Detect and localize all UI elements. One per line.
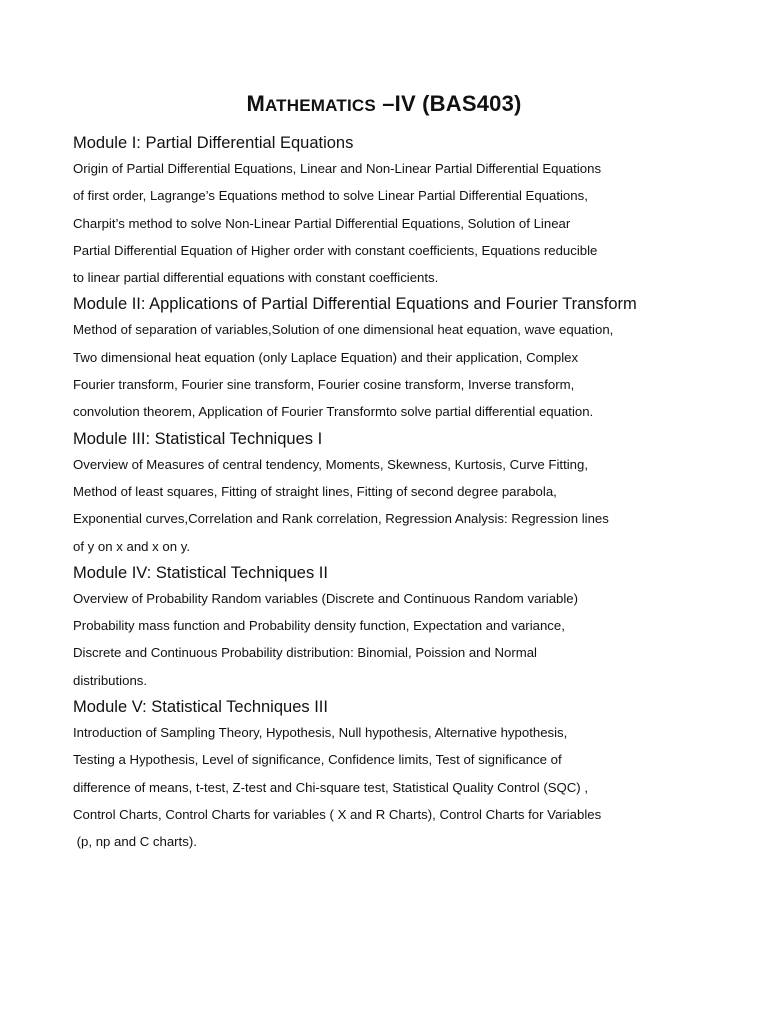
body-line: Exponential curves,Correlation and Rank correlation, Regression Analysis: Regression lines bbox=[73, 511, 609, 527]
document-title bbox=[0, 91, 768, 117]
module-body bbox=[73, 451, 713, 560]
body-line: Introduction of Sampling Theory, Hypothesis, Null hypothesis, Alternative hypothesis, bbox=[73, 725, 568, 741]
body-line: Probability mass function and Probability density function, Expectation and variance, bbox=[73, 618, 565, 634]
module-heading: Module II: Applications of Partial Differential Equations and Fourier Transform bbox=[73, 295, 637, 314]
title-suffix: –IV (BAS403) bbox=[375, 91, 522, 116]
module-5 bbox=[73, 695, 713, 855]
title-initial: M bbox=[246, 91, 265, 116]
body-line: Testing a Hypothesis, Level of significance, Confidence limits, Test of significance of bbox=[73, 752, 562, 768]
body-line: Overview of Probability Random variables (Discrete and Continuous Random variable) bbox=[73, 590, 579, 606]
body-line: Control Charts, Control Charts for variables ( X and R Charts), Control Charts for Variables bbox=[73, 806, 602, 822]
module-body bbox=[73, 316, 713, 425]
body-line: Two dimensional heat equation (only Laplace Equation) and their application, Complex bbox=[73, 349, 579, 365]
module-3 bbox=[73, 427, 713, 560]
module-body bbox=[73, 585, 713, 694]
module-heading: Module III: Statistical Techniques I bbox=[73, 429, 323, 448]
body-line: Charpit’s method to solve Non-Linear Partial Differential Equations, Solution of Linear bbox=[73, 215, 571, 231]
body-line: Fourier transform, Fourier sine transform, Fourier cosine transform, Inverse transform, bbox=[73, 377, 575, 393]
syllabus-content bbox=[73, 131, 713, 856]
body-line: Discrete and Continuous Probability distribution: Binomial, Poission and Normal bbox=[73, 645, 537, 661]
body-line: distributions. bbox=[73, 672, 148, 688]
body-line: Origin of Partial Differential Equations, Linear and Non-Linear Partial Differential Equations bbox=[73, 161, 602, 176]
module-heading: Module V: Statistical Techniques III bbox=[73, 698, 328, 717]
module-body bbox=[73, 155, 713, 291]
module-body bbox=[73, 719, 713, 855]
body-line: Method of least squares, Fitting of straight lines, Fitting of second degree parabola, bbox=[73, 483, 557, 499]
module-4 bbox=[73, 561, 713, 694]
body-line: Overview of Measures of central tendency, Moments, Skewness, Kurtosis, Curve Fitting, bbox=[73, 456, 589, 472]
title-smallcaps: ATHEMATICS bbox=[264, 96, 376, 115]
module-heading: Module I: Partial Differential Equations bbox=[73, 134, 354, 152]
module-2 bbox=[73, 292, 713, 425]
body-line: difference of means, t-test, Z-test and Chi-square test, Statistical Quality Control (SQC) , bbox=[73, 779, 589, 795]
body-line: of first order, Lagrange’s Equations method to solve Linear Partial Differential Equations, bbox=[73, 188, 588, 204]
module-1 bbox=[73, 131, 713, 291]
body-line: convolution theorem, Application of Fourier Transformto solve partial differential equation. bbox=[73, 404, 594, 420]
body-line: of y on x and x on y. bbox=[73, 538, 191, 554]
body-line: (p, np and C charts). bbox=[73, 834, 197, 850]
body-line: to linear partial differential equations with constant coefficients. bbox=[73, 270, 439, 286]
body-line: Partial Differential Equation of Higher order with constant coefficients, Equations reducible bbox=[73, 242, 598, 258]
body-line: Method of separation of variables,Solution of one dimensional heat equation, wave equation, bbox=[73, 322, 614, 338]
module-heading: Module IV: Statistical Techniques II bbox=[73, 563, 328, 582]
